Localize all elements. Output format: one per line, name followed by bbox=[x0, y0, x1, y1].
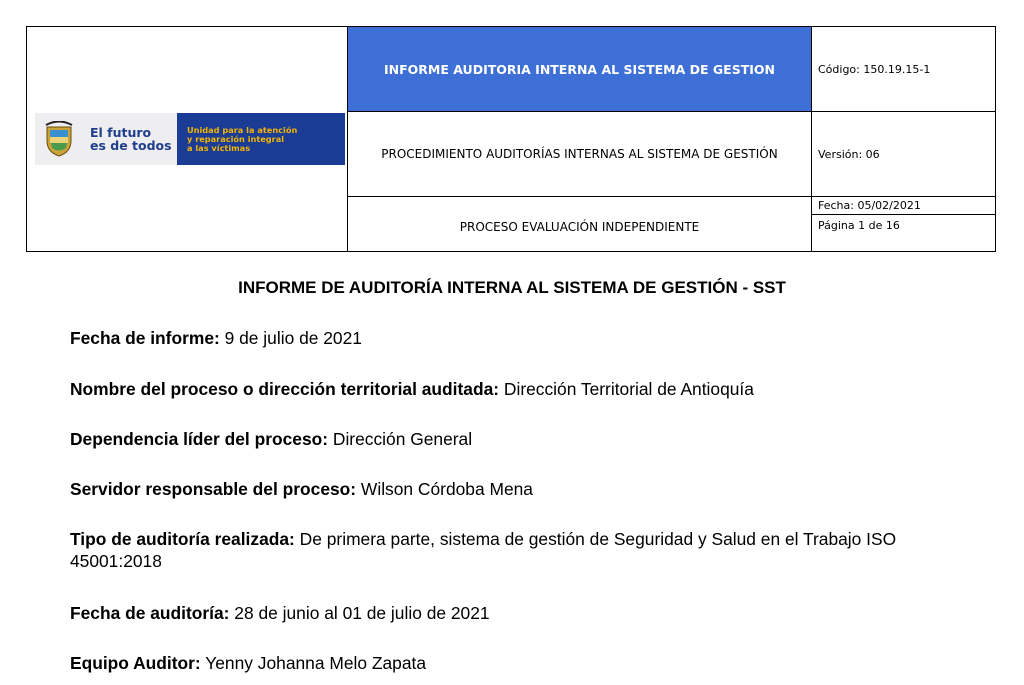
field-label: Servidor responsable del proceso: bbox=[70, 479, 357, 499]
page-number: Página 1 de 16 bbox=[818, 219, 900, 232]
logo-unit-line2: y reparación integral bbox=[187, 133, 285, 144]
date-page-cell bbox=[812, 197, 996, 252]
field-responsible-server bbox=[70, 478, 950, 500]
logo-cell bbox=[27, 27, 348, 252]
logo-unit-text bbox=[187, 126, 297, 153]
document-title: INFORME DE AUDITORÍA INTERNA AL SISTEMA DE GESTIÓN - SST bbox=[238, 278, 786, 297]
field-label: Fecha de auditoría: bbox=[70, 603, 230, 623]
logo-unit-line1: Unidad para la atención bbox=[187, 124, 298, 135]
process-cell: PROCESO EVALUACIÓN INDEPENDIENTE bbox=[348, 197, 812, 252]
field-audit-type bbox=[70, 528, 950, 572]
field-value: Wilson Córdoba Mena bbox=[356, 479, 533, 499]
logo-slogan bbox=[90, 126, 172, 152]
report-title-cell: INFORME AUDITORIA INTERNA AL SISTEMA DE GESTION bbox=[348, 27, 812, 112]
field-audit-team bbox=[70, 652, 950, 674]
field-process-name bbox=[70, 378, 950, 400]
field-value: De primera parte, sistema de gestión de Seguridad y Salud en el Trabajo ISO 45001:2018 bbox=[70, 529, 897, 571]
logo-slogan-line2: es de todos bbox=[90, 138, 172, 153]
logo-unit-line3: a las víctimas bbox=[187, 142, 251, 153]
field-label: Tipo de auditoría realizada: bbox=[70, 529, 295, 549]
logo-slogan-block bbox=[35, 113, 177, 165]
logo-unit-block bbox=[177, 113, 345, 165]
field-value: Dirección General bbox=[328, 429, 473, 449]
coat-of-arms-icon bbox=[44, 121, 74, 157]
field-value: Dirección Territorial de Antioquía bbox=[499, 379, 754, 399]
field-report-date bbox=[70, 327, 950, 349]
field-label: Dependencia líder del proceso: bbox=[70, 429, 329, 449]
procedure-cell: PROCEDIMIENTO AUDITORÍAS INTERNAS AL SISTEMA DE GESTIÓN bbox=[348, 112, 812, 197]
document-header-table bbox=[26, 26, 996, 252]
field-label: Equipo Auditor: bbox=[70, 653, 201, 673]
field-value: Yenny Johanna Melo Zapata bbox=[200, 653, 427, 673]
field-lead-dependency bbox=[70, 428, 950, 450]
logo-slogan-line1: El futuro bbox=[90, 125, 152, 140]
field-value: 28 de junio al 01 de julio de 2021 bbox=[229, 603, 490, 623]
version-cell: Versión: 06 bbox=[812, 112, 996, 197]
date-value: Fecha: 05/02/2021 bbox=[812, 197, 995, 215]
field-label: Fecha de informe: bbox=[70, 328, 220, 348]
field-label: Nombre del proceso o dirección territorial auditada: bbox=[70, 379, 500, 399]
field-audit-date bbox=[70, 602, 950, 624]
institution-logo bbox=[35, 113, 345, 165]
field-value: 9 de julio de 2021 bbox=[219, 328, 362, 348]
code-cell: Código: 150.19.15-1 bbox=[812, 27, 996, 112]
